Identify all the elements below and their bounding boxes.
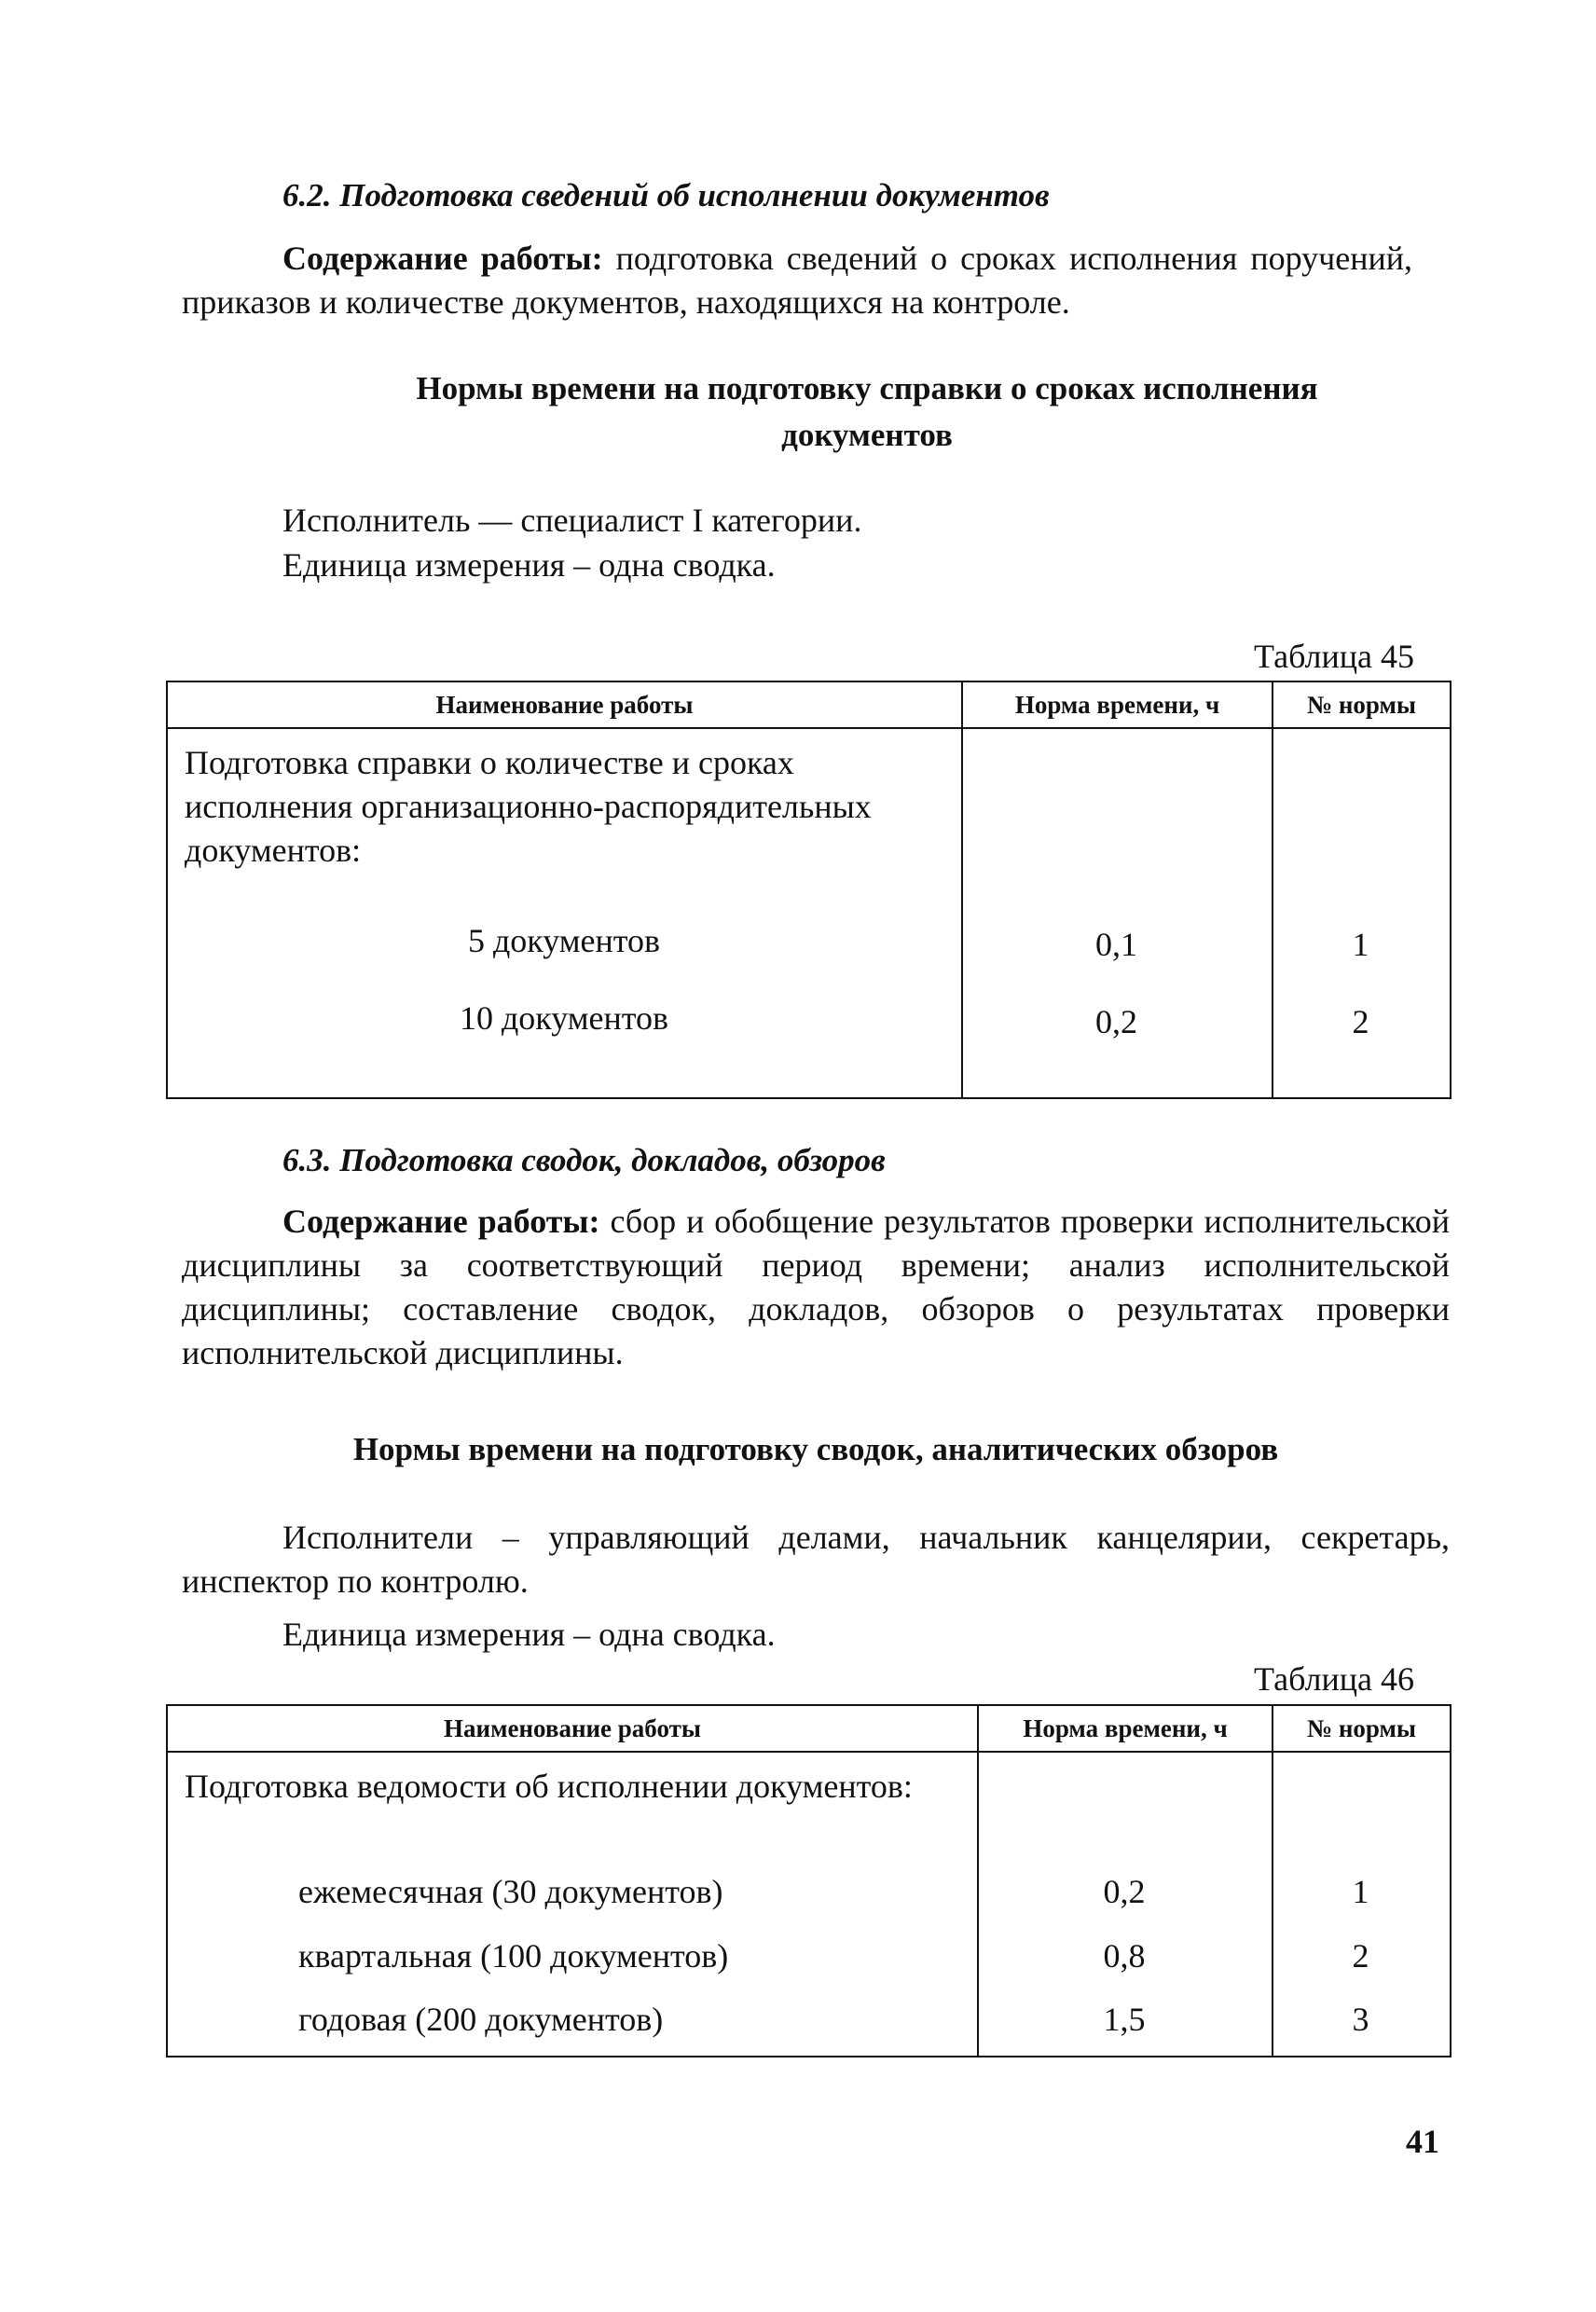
table-46-caption: Таблица 46 xyxy=(1254,1660,1414,1698)
unit-63: Единица измерения – одна сводка. xyxy=(282,1616,776,1653)
norms-title-63: Нормы времени на подготовку сводок, аналитических обзоров xyxy=(352,1431,1279,1467)
work-item: 5 документов xyxy=(467,922,661,959)
page-number: 41 xyxy=(1406,2123,1439,2160)
work-item: 10 документов xyxy=(459,999,669,1037)
section-6-3-heading: 6.3. Подготовка сводок, докладов, обзоров xyxy=(282,1142,886,1178)
header-norm-number: № нормы xyxy=(1273,681,1451,728)
time-value: 1,5 xyxy=(1103,2001,1146,2038)
section-6-2-heading: 6.2. Подготовка сведений об исполнении документов xyxy=(282,177,1050,213)
header-work-name: Наименование работы xyxy=(167,1705,978,1752)
table-header-row xyxy=(167,1705,1451,1752)
content-label: Содержание работы: xyxy=(282,240,603,277)
work-intro: Подготовка справки о количестве и сроках исполнения организационно-распорядительных документов: xyxy=(185,744,872,869)
content-text: сбор и обобщение результатов проверки исполнительской дисциплины за соответствующий период времени; анализ исполнительской дисциплины; составление сводок, докладов, обзоров о результатах проверки исполнительской дисциплины. xyxy=(182,1203,1450,1371)
time-value: 0,2 xyxy=(1095,1003,1137,1040)
content-text: подготовка сведений о сроках исполнения поручений, приказов и количестве документов, находящихся на контроле. xyxy=(182,240,1412,321)
table-45-caption: Таблица 45 xyxy=(1254,638,1414,675)
time-value: 0,2 xyxy=(1103,1873,1146,1910)
work-item: годовая (200 документов) xyxy=(298,2001,664,2038)
section-6-2-content xyxy=(182,237,1412,324)
section-6-3-content xyxy=(182,1200,1450,1375)
norm-number-value: 1 xyxy=(1352,926,1369,963)
norm-number-value: 2 xyxy=(1352,1937,1369,1975)
content-label: Содержание работы: xyxy=(282,1203,600,1240)
work-item: ежемесячная (30 документов) xyxy=(298,1873,723,1910)
executors-63: Исполнители – управляющий делами, начальник канцелярии, секретарь, инспектор по контролю. xyxy=(182,1519,1450,1600)
unit-62: Единица измерения – одна сводка. xyxy=(282,546,776,584)
work-name-cell xyxy=(167,728,962,1098)
header-time-norm: Норма времени, ч xyxy=(978,1705,1273,1752)
time-value: 0,8 xyxy=(1103,1937,1146,1975)
norm-number-value: 3 xyxy=(1352,2001,1369,2038)
norms-title-62 xyxy=(224,365,1510,459)
norm-number-value: 1 xyxy=(1352,1873,1369,1910)
work-intro: Подготовка ведомости об исполнении документов: xyxy=(185,1768,913,1805)
header-work-name: Наименование работы xyxy=(167,681,962,728)
header-norm-number: № нормы xyxy=(1273,1705,1451,1752)
header-time-norm: Норма времени, ч xyxy=(962,681,1273,728)
norms-title-62-line2: документов xyxy=(781,417,953,453)
executor-62: Исполнитель — специалист I категории. xyxy=(282,502,862,539)
norms-title-62-line1: Нормы времени на подготовку справки о сроках исполнения xyxy=(416,370,1318,406)
table-header-row xyxy=(167,681,1451,728)
time-value: 0,1 xyxy=(1095,926,1137,963)
norm-number-value: 2 xyxy=(1352,1003,1369,1040)
work-item: квартальная (100 документов) xyxy=(298,1937,729,1975)
